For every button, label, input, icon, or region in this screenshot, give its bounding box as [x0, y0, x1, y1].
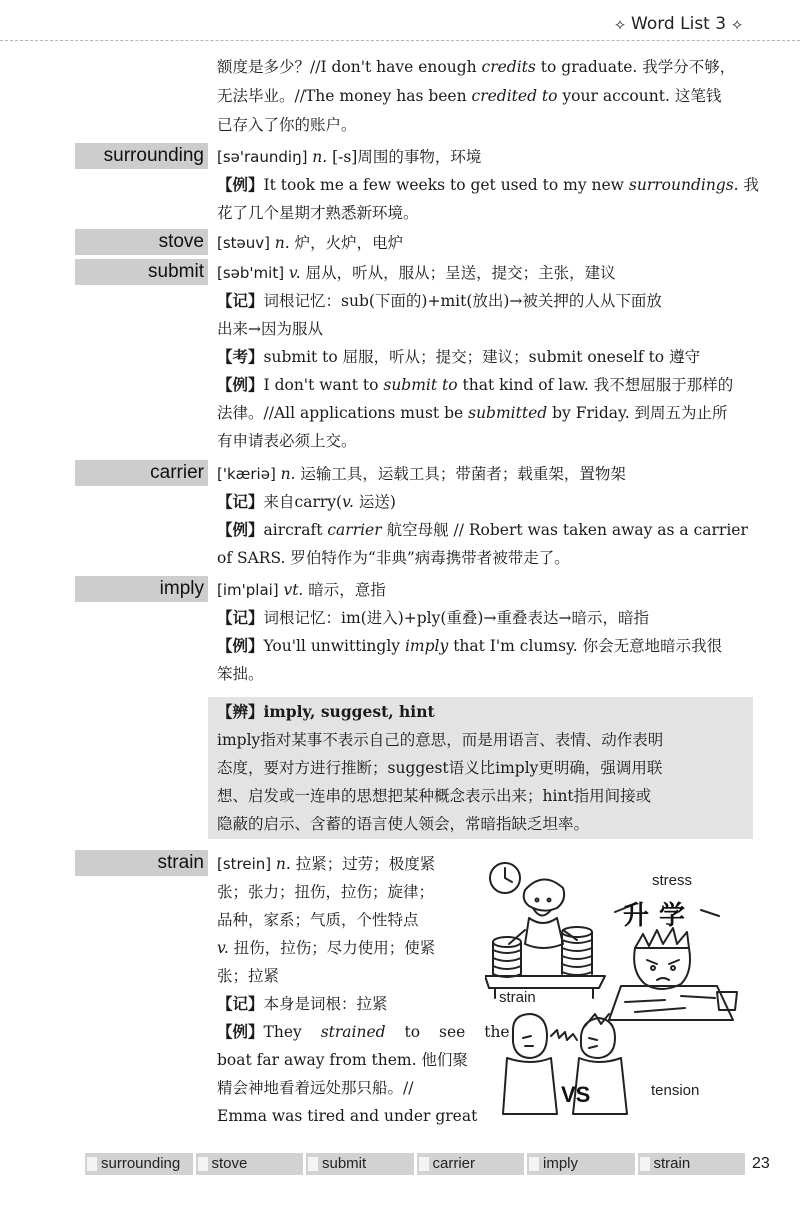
illus-label-strain: strain [499, 989, 536, 1006]
imply-example: 【例】You'll unwittingly imply that I'm clumsy. 你会无意地暗示我很 [217, 636, 723, 655]
footer-word: carrier [414, 1153, 525, 1175]
headword-submit: submit [75, 259, 208, 285]
strain-definition-cont: 张；张力；扭伤，拉伤；旋律； [217, 883, 435, 901]
submit-example: 【例】I don't want to submit to that kind of law. 我不想屈服于那样的 [217, 375, 734, 394]
footer-word: imply [524, 1153, 635, 1175]
submit-exam: 【考】submit to 屈服，听从；提交；建议；submit oneself to 遵守 [217, 347, 701, 366]
surrounding-definition: [sə'raundiŋ] n. [-s]周围的事物，环境 [217, 148, 482, 166]
footer-word: surrounding [82, 1153, 193, 1175]
strain-example-cont: Emma was tired and under great [217, 1107, 478, 1125]
submit-memory: 【记】词根记忆：sub(下面的)+mit(放出)→被关押的人从下面放 [217, 291, 662, 310]
strain-example-cont: boat far away from them. 他们聚 [217, 1051, 468, 1069]
carrier-definition: ['kæriə] n. 运输工具，运载工具；带菌者；载重架，置物架 [217, 465, 626, 483]
page-header [615, 14, 742, 34]
headword-strain: strain [75, 850, 208, 876]
distinguish-title: 【辨】imply, suggest, hint [217, 702, 435, 721]
footer-word: stove [193, 1153, 304, 1175]
header-title: Word List 3 [631, 14, 727, 34]
headword-carrier: carrier [75, 460, 208, 486]
submit-definition: [səb'mit] v. 屈从，听从，服从；呈送，提交；主张，建议 [217, 264, 616, 282]
imply-definition: [im'plai] vt. 暗示，意指 [217, 581, 386, 599]
carrier-example: 【例】aircraft carrier 航空母舰 // Robert was taken away as a carrier [217, 520, 748, 539]
imply-example-cont: 笨拙。 [217, 665, 264, 683]
page-number: 23 [752, 1155, 770, 1172]
cartoon-illustration [485, 852, 750, 1130]
surrounding-example: 【例】It took me a few weeks to get used to my new surroundings. 我 [217, 175, 760, 194]
continued-line-2: 无法毕业。//The money has been credited to your account. 这笔钱 [217, 87, 722, 105]
carrier-example-cont: of SARS. 罗伯特作为“非典”病毒携带者被带走了。 [217, 549, 570, 567]
strain-verb-definition-cont: 张；拉紧 [217, 967, 280, 985]
surrounding-example-cont: 花了几个星期才熟悉新环境。 [217, 204, 419, 222]
strain-memory: 【记】本身是词根：拉紧 [217, 994, 388, 1013]
imply-memory: 【记】词根记忆：im(进入)+ply(重叠)→重叠表达→暗示，暗指 [217, 608, 649, 627]
continued-line-1: 额度是多少？//I don't have enough credits to graduate. 我学分不够， [217, 58, 736, 76]
diamond-target-icon: ⟡ [732, 15, 742, 33]
footer-word-index [82, 1153, 745, 1175]
illus-label-stress: stress [652, 872, 693, 889]
strain-example-cont: 精会神地看着远处那只船。// [217, 1079, 414, 1097]
illus-label-vs: VS [561, 1082, 591, 1107]
strain-verb-definition: v. 扭伤，拉伤；尽力使用；使紧 [217, 939, 436, 957]
submit-memory-cont: 出来→因为服从 [217, 320, 323, 338]
submit-example-cont: 法律。//All applications must be submitted by Friday. 到周五为止所 [217, 404, 728, 422]
header-divider [0, 40, 800, 41]
submit-example-cont-2: 有申请表必须上交。 [217, 432, 357, 450]
distinguish-line: 态度，要对方进行推断；suggest语义比imply更明确，强调用联 [217, 759, 663, 777]
illus-sign: 升学 [623, 901, 696, 931]
footer-word: strain [635, 1153, 746, 1175]
stove-definition: [stəuv] n. 炉，火炉，电炉 [217, 234, 404, 252]
continued-line-3: 已存入了你的账户。 [217, 116, 357, 134]
distinguish-line: imply指对某事不表示自己的意思，而是用语言、表情、动作表明 [217, 731, 664, 749]
illus-label-tension: tension [651, 1082, 700, 1099]
distinguish-line: 隐蔽的启示、含蓄的语言使人领会，常暗指缺乏坦率。 [217, 815, 590, 833]
headword-stove: stove [75, 229, 208, 255]
strain-example: 【例】They strained to see the [217, 1022, 510, 1041]
diamond-target-icon: ⟡ [615, 15, 626, 33]
footer-word: submit [303, 1153, 414, 1175]
headword-surrounding: surrounding [75, 143, 208, 169]
strain-definition-cont: 品种，家系；气质，个性特点 [217, 911, 419, 929]
distinguish-line: 想、启发或一连串的思想把某种概念表示出来；hint指用间接或 [217, 787, 652, 805]
headword-imply: imply [75, 576, 208, 602]
carrier-memory: 【记】来自carry(v. 运送) [217, 492, 396, 511]
strain-definition: [strein] n. 拉紧；过劳；极度紧 [217, 855, 436, 873]
